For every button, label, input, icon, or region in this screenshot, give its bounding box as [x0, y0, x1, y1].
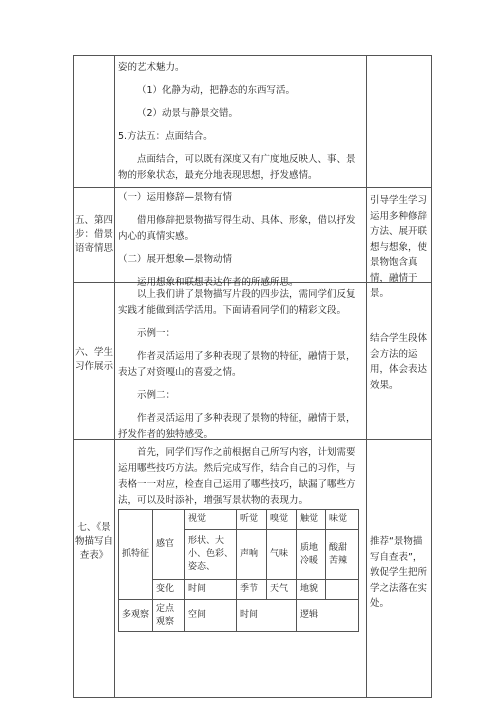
text-line: 首先，同学们写作之前根据自己所写内容，计划需要运用哪些技巧方法。然后完成写作，结合自己的习作，与表格一一对应，检查自己运用了哪些技巧，缺漏了哪些方法，可以及时添补，增强写景状物的表现力。 — [118, 447, 356, 506]
empty-cell — [326, 580, 359, 600]
sense-item: 气味 — [267, 530, 297, 580]
text-line: 点面结合，可以既有深度又有广度地反映人、事、景物的形象状态，最充分地表现思想，抒发感情。 — [118, 154, 356, 181]
row6-label: 六、学生习作展示 — [75, 347, 114, 372]
sense-header: 触觉 — [297, 510, 326, 530]
lesson-plan-table — [73, 55, 432, 698]
text-line: 5.方法五：点面结合。 — [118, 131, 213, 142]
sense-item: 声响 — [237, 530, 267, 580]
multi-item: 空间 — [185, 600, 237, 632]
multi-item: 逻辑 — [297, 600, 359, 632]
sense-item: 形状、大小、色彩、姿态、 — [185, 530, 237, 580]
row5-label: 五、第四步：借景语寄情思 — [75, 215, 114, 254]
fixed-label: 定点观察 — [153, 600, 185, 632]
row4-content — [118, 60, 362, 184]
text-line: 作者灵活运用了多种表现了景物的特征，融情于景，抒发作者的独特感受。 — [118, 413, 356, 440]
column-divider-left — [74, 56, 115, 697]
text-line: （一）运用修辞—景物有情 — [118, 192, 233, 203]
sense-header: 视觉 — [185, 510, 237, 530]
row7-note: 推荐“景物描写自查表”，敦促学生把所学之法落在实处。 — [370, 536, 428, 609]
text-line: 姿的艺术魅力。 — [118, 62, 185, 73]
row5-note: 引导学生学习运用多种修辞方法、展开联想与想象，使景物饱含真情，融情于景。 — [370, 195, 428, 299]
row7-content — [118, 445, 362, 509]
change-item: 时间 — [185, 580, 237, 600]
row-divider — [74, 187, 431, 188]
text-line: （二）展开想象—景物动情 — [118, 254, 233, 265]
multi-label: 多观察 — [119, 600, 153, 632]
column-divider-right — [366, 56, 367, 697]
senses-label: 感官 — [153, 510, 185, 580]
text-line: 示例二： — [137, 390, 176, 401]
sense-header: 听觉 — [237, 510, 267, 530]
text-line: 借用修辞把景物描写得生动、具体、形象，借以抒发内心的真情实感。 — [118, 215, 356, 242]
sense-item: 质地冷暖 — [297, 530, 326, 580]
sense-item: 酸甜苦辣 — [326, 530, 359, 580]
text-line: （2）动景与静景交错。 — [137, 108, 239, 119]
text-line: 作者灵活运用了多种表现了景物的特征，融情于景，表达了对资嘎山的喜爱之情。 — [118, 351, 356, 378]
self-check-table — [118, 509, 359, 632]
multi-item: 时间 — [237, 600, 297, 632]
text-line: （1）化静为动，把静态的东西写活。 — [137, 85, 296, 96]
row7-label: 七、《景物描写自查表》 — [75, 522, 114, 561]
change-item: 季节 — [237, 580, 267, 600]
text-line: 以上我们讲了景物描写片段的四步法，需同学们反复实践才能做到活学活用。下面请看同学们的精彩文段。 — [118, 289, 356, 316]
change-item: 天气 — [267, 580, 297, 600]
text-line: 示例一： — [137, 328, 176, 339]
change-item: 地貌 — [297, 580, 326, 600]
row5-content — [118, 190, 362, 291]
feature-label: 抓特征 — [119, 510, 153, 600]
row6-note: 结合学生段体会方法的运用，体会表达效果。 — [370, 333, 428, 391]
text-line: 运用想象和联想表达作者的所感所思。 — [137, 277, 299, 288]
row6-content — [118, 287, 362, 443]
change-label: 变化 — [153, 580, 185, 600]
sense-header: 嗅觉 — [267, 510, 297, 530]
sense-header: 味觉 — [326, 510, 359, 530]
